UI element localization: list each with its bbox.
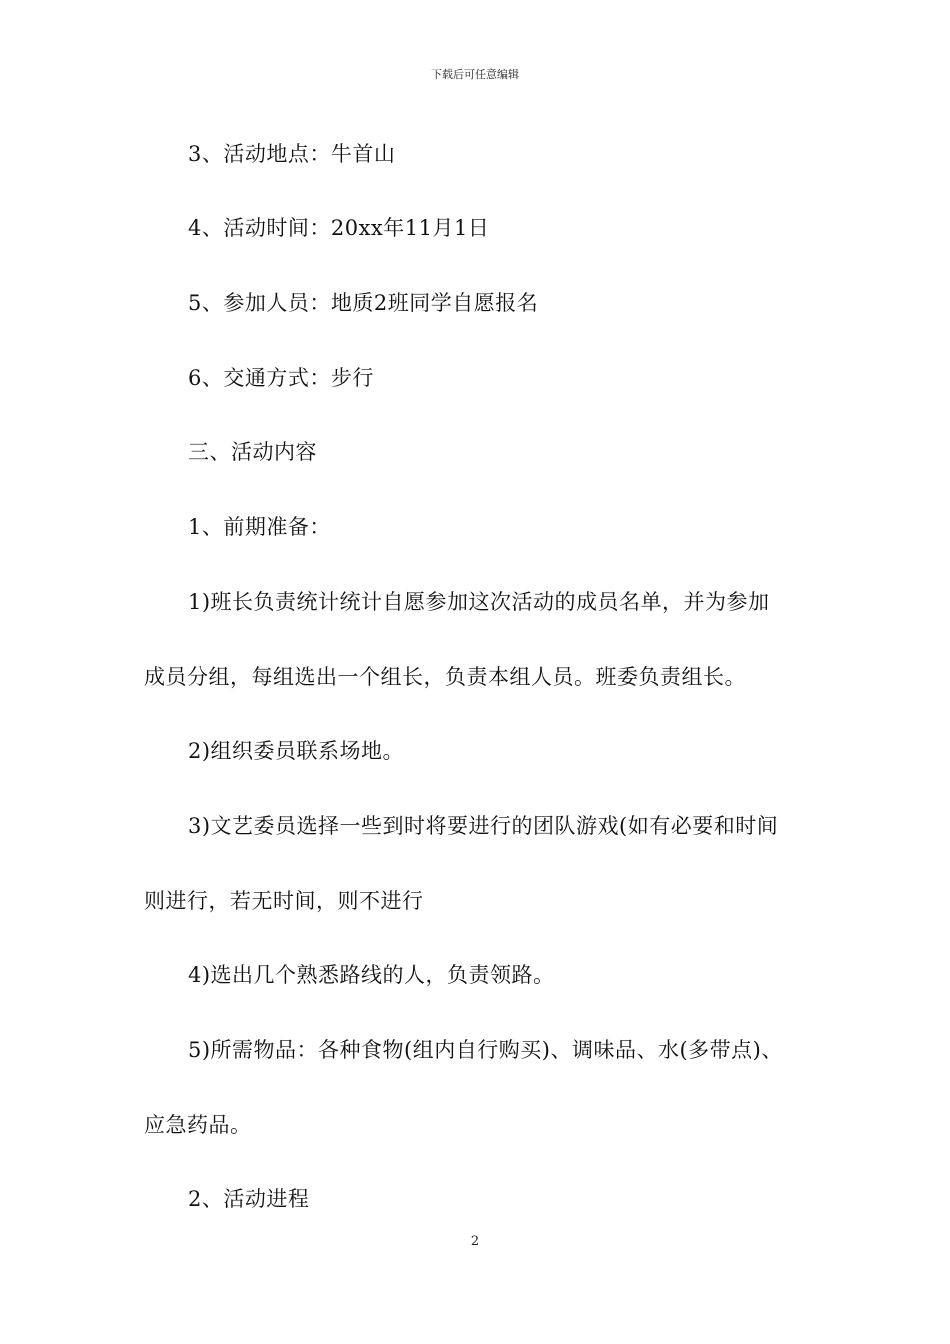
activity-time-line: 4、活动时间：20xx年11月1日: [188, 216, 490, 240]
section-heading: 三、活动内容: [188, 440, 317, 464]
page-number: 2: [470, 1234, 480, 1249]
paragraph-line: 应急药品。: [144, 1113, 252, 1137]
participants-line: 5、参加人员：地质2班同学自愿报名: [188, 291, 539, 315]
paragraph-line: 则进行，若无时间，则不进行: [144, 889, 424, 913]
activity-location-line: 3、活动地点：牛首山: [188, 142, 396, 166]
paragraph-line: 5)所需物品：各种食物(组内自行购买)、调味品、水(多带点)、: [188, 1038, 783, 1062]
paragraph-line: 2)组织委员联系场地。: [188, 739, 405, 763]
paragraph-line: 3)文艺委员选择一些到时将要进行的团队游戏(如有必要和时间: [188, 814, 779, 838]
paragraph-line: 1)班长负责统计统计自愿参加这次活动的成员名单，并为参加: [188, 590, 770, 614]
transport-line: 6、交通方式：步行: [188, 366, 374, 390]
paragraph-line: 成员分组，每组选出一个组长，负责本组人员。班委负责组长。: [144, 665, 746, 689]
subsection-heading: 2、活动进程: [188, 1187, 310, 1211]
subsection-heading: 1、前期准备：: [188, 515, 331, 539]
paragraph-line: 4)选出几个熟悉路线的人，负责领路。: [188, 963, 555, 987]
page-header: 下载后可任意编辑: [431, 68, 519, 81]
